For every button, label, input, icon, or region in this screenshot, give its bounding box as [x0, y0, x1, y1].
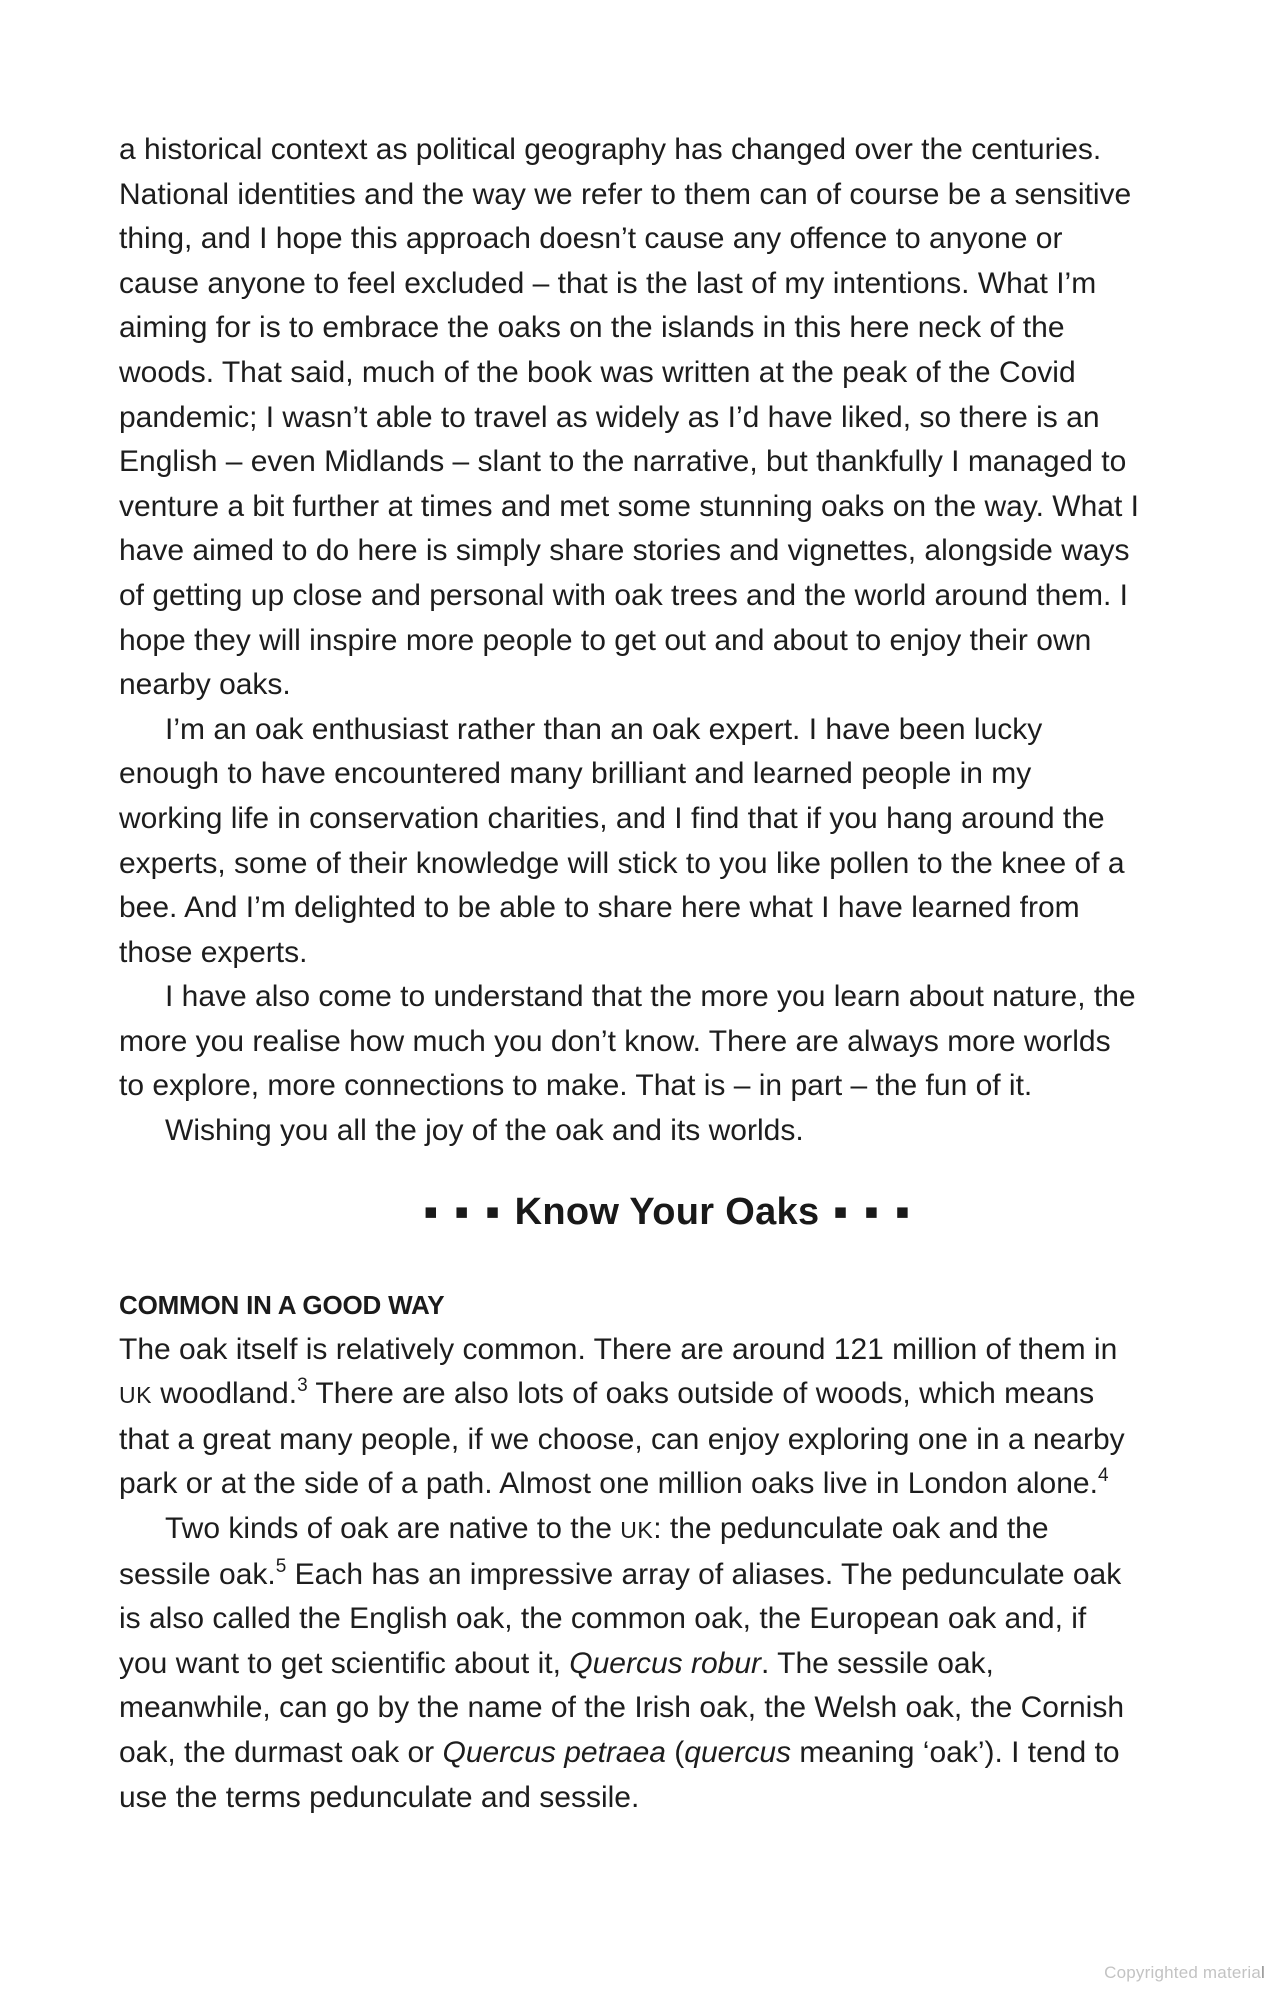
- text-line: The oak itself is relatively common. There are around 121 million of them in: [119, 1332, 1118, 1366]
- paragraph-wishing-joy: [119, 1109, 1219, 1154]
- text-line: more you realise how much you don’t know. There are always more worlds: [119, 1024, 1111, 1058]
- text-line: experts, some of their knowledge will stick to you like pollen to the knee of a: [119, 846, 1125, 880]
- text-line: I have also come to understand that the more you learn about nature, the: [165, 980, 1136, 1014]
- text-line: of getting up close and personal with oak trees and the world around them. I: [119, 578, 1128, 612]
- text-line: bee. And I’m delighted to be able to share here what I have learned from: [119, 891, 1080, 925]
- text-line: that a great many people, if we choose, can enjoy exploring one in a nearby: [119, 1422, 1125, 1456]
- text-line: UK woodland.$^3$ There are also lots of oaks outside of woods, which means: [119, 1375, 1095, 1411]
- text-line: English – even Midlands – slant to the narrative, but thankfully I managed to: [119, 445, 1127, 479]
- text-line: to explore, more connections to make. That is – in part – the fun of it.: [119, 1069, 1033, 1103]
- page-content: [119, 128, 1219, 1820]
- text-line: Two kinds of oak are native to the UK: the pedunculate oak and the: [165, 1512, 1049, 1546]
- text-line: you want to get scientific about it, Quercus robur. The sessile oak,: [119, 1646, 994, 1680]
- copyright-watermark-text-tail: l: [1261, 1963, 1265, 1982]
- text-line: sessile oak.$^5$ Each has an impressive array of aliases. The pedunculate oak: [119, 1555, 1122, 1591]
- text-line: nearby oaks.: [119, 668, 291, 702]
- text-line: pandemic; I wasn’t able to travel as widely as I’d have liked, so there is an: [119, 400, 1100, 434]
- text-line: use the terms pedunculate and sessile.: [119, 1780, 640, 1814]
- heading-ornament-left: ▪ ▪ ▪: [423, 1198, 505, 1223]
- chapter-title: Know Your Oaks: [514, 1190, 820, 1233]
- text-line: park or at the side of a path. Almost one million oaks live in London alone.$^4$: [119, 1465, 1109, 1501]
- text-line: a historical context as political geography has changed over the centuries.: [119, 133, 1102, 166]
- heading-ornament-right: ▪ ▪ ▪: [833, 1198, 915, 1223]
- text-line: aiming for is to embrace the oaks on the islands in this here neck of the: [119, 311, 1065, 345]
- paragraph-historical-context: [119, 128, 1219, 708]
- paragraph-two-kinds-of-oak: [119, 1507, 1219, 1820]
- text-line: oak, the durmast oak or Quercus petraea (quercus meaning ‘oak’). I tend to: [119, 1736, 1120, 1769]
- chapter-heading: [119, 1185, 1219, 1237]
- paragraph-oak-enthusiast: [119, 708, 1219, 976]
- text-line: National identities and the way we refer to them can of course be a sensitive: [119, 177, 1132, 211]
- text-line: meanwhile, can go by the name of the Irish oak, the Welsh oak, the Cornish: [119, 1691, 1124, 1725]
- paragraph-oak-common: [119, 1328, 1219, 1507]
- text-line: those experts.: [119, 935, 308, 969]
- text-line: woods. That said, much of the book was written at the peak of the Covid: [119, 355, 1076, 389]
- paragraph-learning-about-nature: [119, 975, 1219, 1109]
- text-line: enough to have encountered many brilliant and learned people in my: [119, 757, 1032, 791]
- text-line: thing, and I hope this approach doesn’t cause any offence to anyone or: [119, 222, 1063, 256]
- text-line: I’m an oak enthusiast rather than an oak expert. I have been lucky: [165, 712, 1043, 746]
- text-line: venture a bit further at times and met some stunning oaks on the way. What I: [119, 489, 1139, 523]
- text-line: Wishing you all the joy of the oak and its worlds.: [165, 1114, 804, 1148]
- copyright-watermark: [1104, 1963, 1265, 1983]
- copyright-watermark-text: Copyrighted materia: [1104, 1963, 1262, 1982]
- text-line: is also called the English oak, the common oak, the European oak and, if: [119, 1602, 1087, 1636]
- text-line: hope they will inspire more people to get out and about to enjoy their own: [119, 623, 1092, 657]
- text-line: working life in conservation charities, and I find that if you hang around the: [119, 801, 1105, 835]
- text-line: have aimed to do here is simply share stories and vignettes, alongside ways: [119, 534, 1130, 568]
- text-line: cause anyone to feel excluded – that is the last of my intentions. What I’m: [119, 266, 1097, 300]
- section-heading-common-in-a-good-way: COMMON IN A GOOD WAY: [119, 1289, 445, 1320]
